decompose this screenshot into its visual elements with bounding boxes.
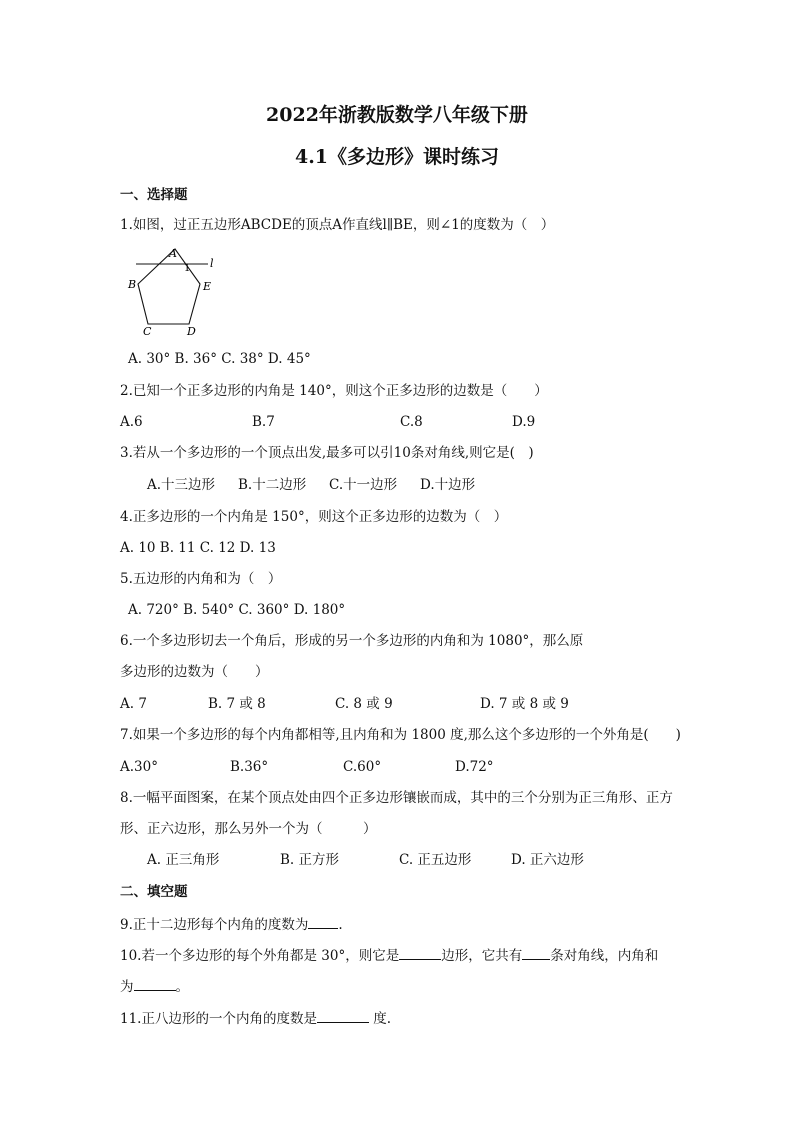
section-choice: 一、选择题 [120, 187, 188, 203]
q3-option-a: A.十三边形 [147, 477, 216, 493]
q10-blank-sides[interactable] [399, 945, 441, 960]
label-A: A [169, 247, 177, 260]
q2-option-a: A.6 [120, 414, 143, 430]
q3-option-c: C.十一边形 [329, 477, 398, 493]
q8-option-c: C. 正五边形 [399, 852, 472, 868]
q2-option-c: C.8 [400, 414, 423, 430]
q10-text-4: 为 [120, 979, 134, 995]
q3-option-b: B.十二边形 [238, 477, 307, 493]
q8-stem-line1: 8.一幅平面图案，在某个顶点处由四个正多边形镶嵌而成，其中的三个分别为正三角形、正方 [120, 790, 673, 806]
q8-option-a: A. 正三角形 [147, 852, 220, 868]
page-title: 2022年浙教版数学八年级下册 [266, 104, 528, 126]
pentagon [138, 249, 200, 324]
q11-answer-blank[interactable] [317, 1008, 369, 1023]
q3-option-d: D.十边形 [420, 477, 476, 493]
q2-option-b: B.7 [252, 414, 275, 430]
q7-option-c: C.60° [343, 759, 382, 775]
q2-option-d: D.9 [512, 414, 536, 430]
q5-stem: 5.五边形的内角和为（ ） [120, 571, 282, 587]
q7-option-b: B.36° [230, 759, 269, 775]
q7-stem: 7.如果一个多边形的每个内角都相等,且内角和为 1800 度,那么这个多边形的一个外角是( ) [120, 727, 681, 743]
q10-text-2: 边形，它共有 [441, 948, 523, 964]
q10-text-3: 条对角线，内角和 [550, 948, 659, 964]
q2-stem: 2.已知一个正多边形的内角是 140°，则这个正多边形的边数是（ ） [120, 383, 548, 399]
pentagon-figure [122, 244, 232, 336]
q6-option-b: B. 7 或 8 [208, 696, 266, 712]
label-B: B [128, 278, 137, 291]
q3-stem: 3.若从一个多边形的一个顶点出发,最多可以引10条对角线,则它是( ) [120, 445, 534, 461]
q11 [120, 1008, 391, 1028]
section-fill: 二、填空题 [120, 884, 188, 900]
q9-text-before: 9.正十二边形每个内角的度数为 [120, 917, 309, 933]
q11-text-before: 11.正八边形的一个内角的度数是 [120, 1011, 317, 1027]
q4-options: A. 10 B. 11 C. 12 D. 13 [120, 540, 276, 556]
q10-blank-angle-sum[interactable] [134, 976, 176, 991]
q8-option-d: D. 正六边形 [511, 852, 584, 868]
label-l: l [210, 257, 214, 270]
page-subtitle: 4.1《多边形》课时练习 [294, 146, 500, 168]
q10-line2 [120, 976, 189, 996]
q6-option-d: D. 7 或 8 或 9 [480, 696, 569, 712]
q4-stem: 4.正多边形的一个内角是 150°，则这个正多边形的边数为（ ） [120, 509, 508, 525]
q10-text-5: 。 [175, 979, 189, 995]
q9-answer-blank[interactable] [308, 914, 338, 929]
q10-blank-diagonals[interactable] [522, 945, 550, 960]
q10-text-1: 10.若一个多边形的每个外角都是 30°，则它是 [120, 948, 400, 964]
q8-stem-line2: 形、正六边形，那么另外一个为（ ） [120, 821, 377, 837]
q5-options: A. 720° B. 540° C. 360° D. 180° [128, 602, 346, 618]
q11-text-after: 度. [368, 1011, 392, 1027]
q6-option-a: A. 7 [120, 696, 147, 712]
q1-options: A. 30° B. 36° C. 38° D. 45° [128, 351, 311, 367]
q6-stem-line1: 6.一个多边形切去一个角后，形成的另一个多边形的内角和为 1080°，那么原 [120, 633, 584, 649]
q6-option-c: C. 8 或 9 [335, 696, 393, 712]
q9-text-after: . [338, 917, 343, 933]
label-D: D [187, 325, 196, 336]
label-E: E [203, 280, 212, 293]
q8-option-b: B. 正方形 [280, 852, 340, 868]
q7-option-d: D.72° [455, 759, 494, 775]
q1-stem: 1.如图，过正五边形ABCDE的顶点A作直线l∥BE，则∠1的度数为（ ） [120, 217, 555, 233]
q7-option-a: A.30° [120, 759, 158, 775]
q6-stem-line2: 多边形的边数为（ ） [120, 664, 269, 680]
q10-line1 [120, 945, 658, 965]
label-C: C [143, 325, 152, 336]
label-1: 1 [184, 263, 191, 274]
q9 [120, 914, 343, 934]
